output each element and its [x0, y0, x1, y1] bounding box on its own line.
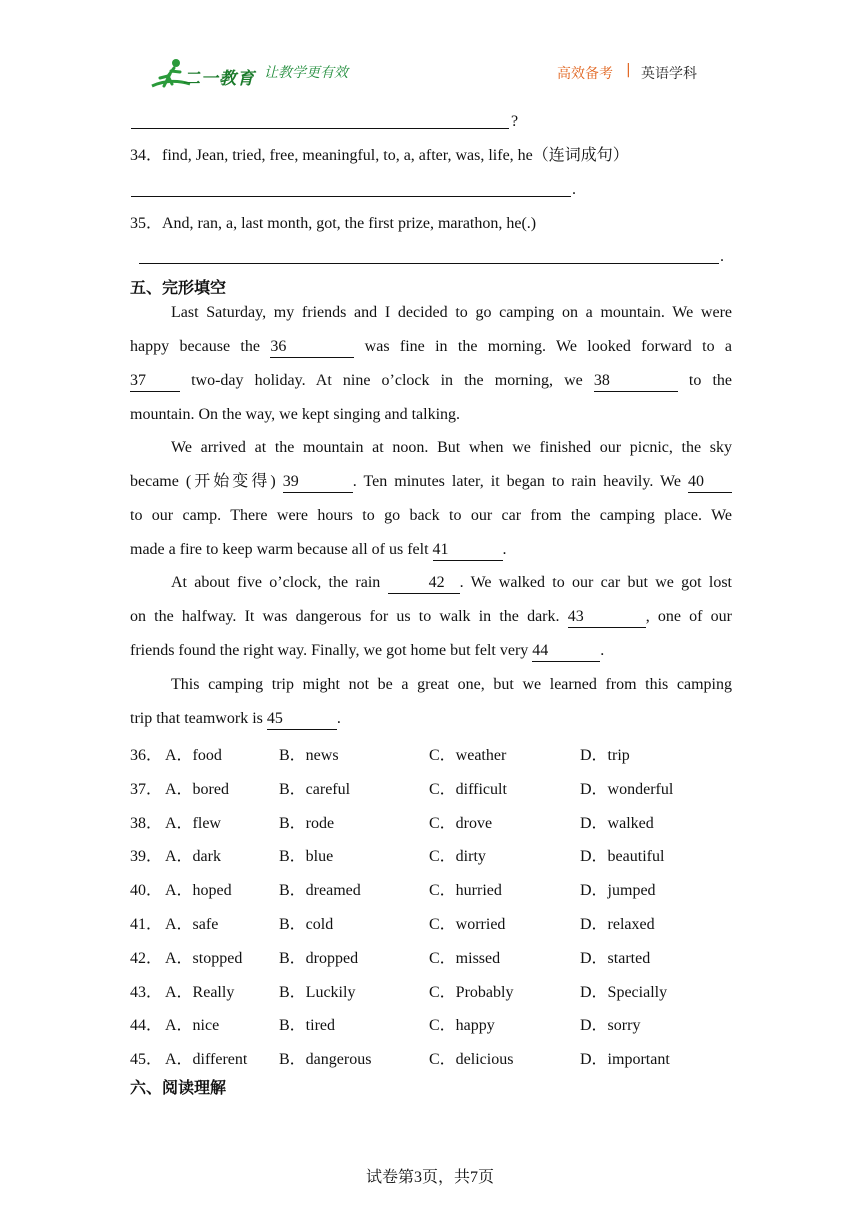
question-35: 35．And, ran, a, last month, got, the first prize, marathon, he(.)	[130, 215, 537, 232]
blank-43[interactable]: 43	[568, 607, 646, 628]
blank-38[interactable]: 38	[594, 371, 678, 392]
option-a[interactable]: A．dark	[165, 848, 221, 866]
option-b[interactable]: B．dropped	[279, 949, 359, 967]
option-c[interactable]: C．difficult	[429, 780, 507, 798]
page-footer: 试卷第3页，共7页	[365, 1169, 494, 1186]
p2-line-3: to our camp. There were hours to go back to our car from the camping place. We	[130, 507, 732, 524]
option-number: 42．	[130, 949, 163, 967]
option-a[interactable]: A．safe	[165, 916, 219, 933]
option-number: 43．	[130, 983, 163, 1001]
q34-end-mark: .	[572, 181, 576, 198]
question-34: 34．find, Jean, tried, free, meaningful, to, a, after, was, life, he（连词成句）	[130, 147, 629, 164]
q35-end-mark: .	[720, 248, 724, 265]
p4-text: trip that teamwork is	[130, 710, 263, 727]
option-c[interactable]: C．delicious	[429, 1051, 514, 1069]
brand-name: 二一教育	[183, 69, 255, 89]
blank-37[interactable]: 37	[130, 371, 180, 392]
option-c[interactable]: C．happy	[429, 1017, 495, 1035]
p3-text: on the halfway. It was dangerous for us to walk in the dark.	[130, 608, 560, 625]
cloze-paragraph-2	[130, 431, 732, 567]
option-a[interactable]: A．food	[165, 747, 222, 764]
p1-line-4: mountain. On the way, we kept singing and talking.	[130, 406, 461, 423]
option-number: 44．	[130, 1017, 163, 1035]
p4-text: .	[336, 710, 341, 727]
option-b[interactable]: B．rode	[279, 814, 335, 832]
option-d[interactable]: D．wonderful	[580, 780, 674, 798]
p1-text: was fine in the morning. We looked forward to a	[364, 338, 733, 355]
option-c[interactable]: C．weather	[429, 747, 507, 764]
option-a[interactable]: A．hoped	[165, 882, 232, 900]
p2-text: made a fire to keep warm because all of us felt	[130, 541, 429, 558]
option-c[interactable]: C．Probably	[429, 983, 514, 1001]
answer-line-33[interactable]	[131, 128, 509, 129]
p4-line-1: This camping trip might not be a great one, but we learned from this camping	[171, 676, 732, 693]
options-list	[0, 742, 860, 1082]
option-d[interactable]: D．important	[580, 1051, 670, 1069]
option-b[interactable]: B．cold	[279, 916, 334, 933]
blank-44[interactable]: 44	[532, 641, 600, 662]
option-number: 40．	[130, 882, 163, 900]
option-d[interactable]: D．relaxed	[580, 916, 655, 933]
blank-39[interactable]: 39	[283, 472, 353, 493]
tagline: 高效备考	[557, 66, 613, 82]
blank-41[interactable]: 41	[433, 540, 503, 561]
option-d[interactable]: D．sorry	[580, 1017, 641, 1035]
option-number: 41．	[130, 916, 163, 933]
option-a[interactable]: A．different	[165, 1051, 248, 1069]
p2-text: became (开始变得)	[130, 473, 276, 490]
option-d[interactable]: D．walked	[580, 814, 654, 832]
option-b[interactable]: B．blue	[279, 848, 334, 866]
option-a[interactable]: A．Really	[165, 983, 235, 1001]
q33-end-mark: ?	[511, 113, 519, 130]
cloze-paragraph-1	[130, 296, 732, 432]
option-number: 39．	[130, 848, 163, 866]
p1-text: two-day holiday. At nine o’clock in the morning, we	[191, 372, 583, 389]
option-d[interactable]: D．Specially	[580, 983, 668, 1001]
p3-text: , one of our	[645, 608, 732, 625]
option-number: 45．	[130, 1051, 163, 1069]
option-c[interactable]: C．missed	[429, 949, 501, 967]
section-title-reading: 六、阅读理解	[130, 1078, 227, 1097]
option-number: 36．	[130, 747, 163, 764]
option-number: 38．	[130, 814, 163, 832]
header-separator: |	[626, 62, 631, 78]
blank-45[interactable]: 45	[267, 709, 337, 730]
p3-text: At about five o’clock, the rain	[171, 574, 381, 591]
option-b[interactable]: B．dreamed	[279, 882, 361, 900]
option-d[interactable]: D．trip	[580, 747, 630, 764]
p3-text: friends found the right way. Finally, we got home but felt very	[130, 642, 529, 659]
p3-text: .	[600, 642, 605, 659]
p2-line-1: We arrived at the mountain at noon. But when we finished our picnic, the sky	[171, 439, 732, 456]
option-a[interactable]: A．nice	[165, 1017, 220, 1035]
option-c[interactable]: C．hurried	[429, 882, 502, 900]
p2-text: .	[502, 541, 507, 558]
subject-label: 英语学科	[641, 66, 697, 82]
option-b[interactable]: B．news	[279, 747, 339, 764]
p1-line-1: Last Saturday, my friends and I decided to go camping on a mountain. We were	[171, 304, 732, 321]
cloze-paragraph-4	[130, 668, 732, 736]
blank-42[interactable]: 42	[388, 573, 460, 594]
option-d[interactable]: D．started	[580, 949, 651, 967]
p1-text: happy because the	[130, 338, 260, 355]
option-c[interactable]: C．drove	[429, 814, 493, 832]
blank-40[interactable]: 40	[688, 472, 732, 493]
option-b[interactable]: B．dangerous	[279, 1051, 372, 1069]
answer-line-35[interactable]	[139, 263, 719, 264]
answer-line-34[interactable]	[131, 196, 571, 197]
option-number: 37．	[130, 780, 163, 798]
option-b[interactable]: B．tired	[279, 1017, 335, 1035]
option-a[interactable]: A．bored	[165, 780, 229, 798]
section-title-cloze: 五、完形填空	[130, 278, 227, 297]
p1-text: to the	[688, 372, 733, 389]
option-a[interactable]: A．stopped	[165, 949, 243, 967]
option-b[interactable]: B．careful	[279, 780, 351, 798]
option-c[interactable]: C．worried	[429, 916, 506, 933]
option-a[interactable]: A．flew	[165, 814, 221, 832]
p3-text: . We walked to our car but we got lost	[459, 574, 732, 591]
cloze-paragraph-3	[130, 566, 732, 668]
option-c[interactable]: C．dirty	[429, 848, 486, 866]
option-b[interactable]: B．Luckily	[279, 983, 356, 1001]
blank-36[interactable]: 36	[270, 337, 354, 358]
option-d[interactable]: D．beautiful	[580, 848, 665, 866]
slogan: 让教学更有效	[264, 65, 348, 81]
option-d[interactable]: D．jumped	[580, 882, 656, 900]
p2-text: . Ten minutes later, it began to rain heavily. We	[352, 473, 681, 490]
